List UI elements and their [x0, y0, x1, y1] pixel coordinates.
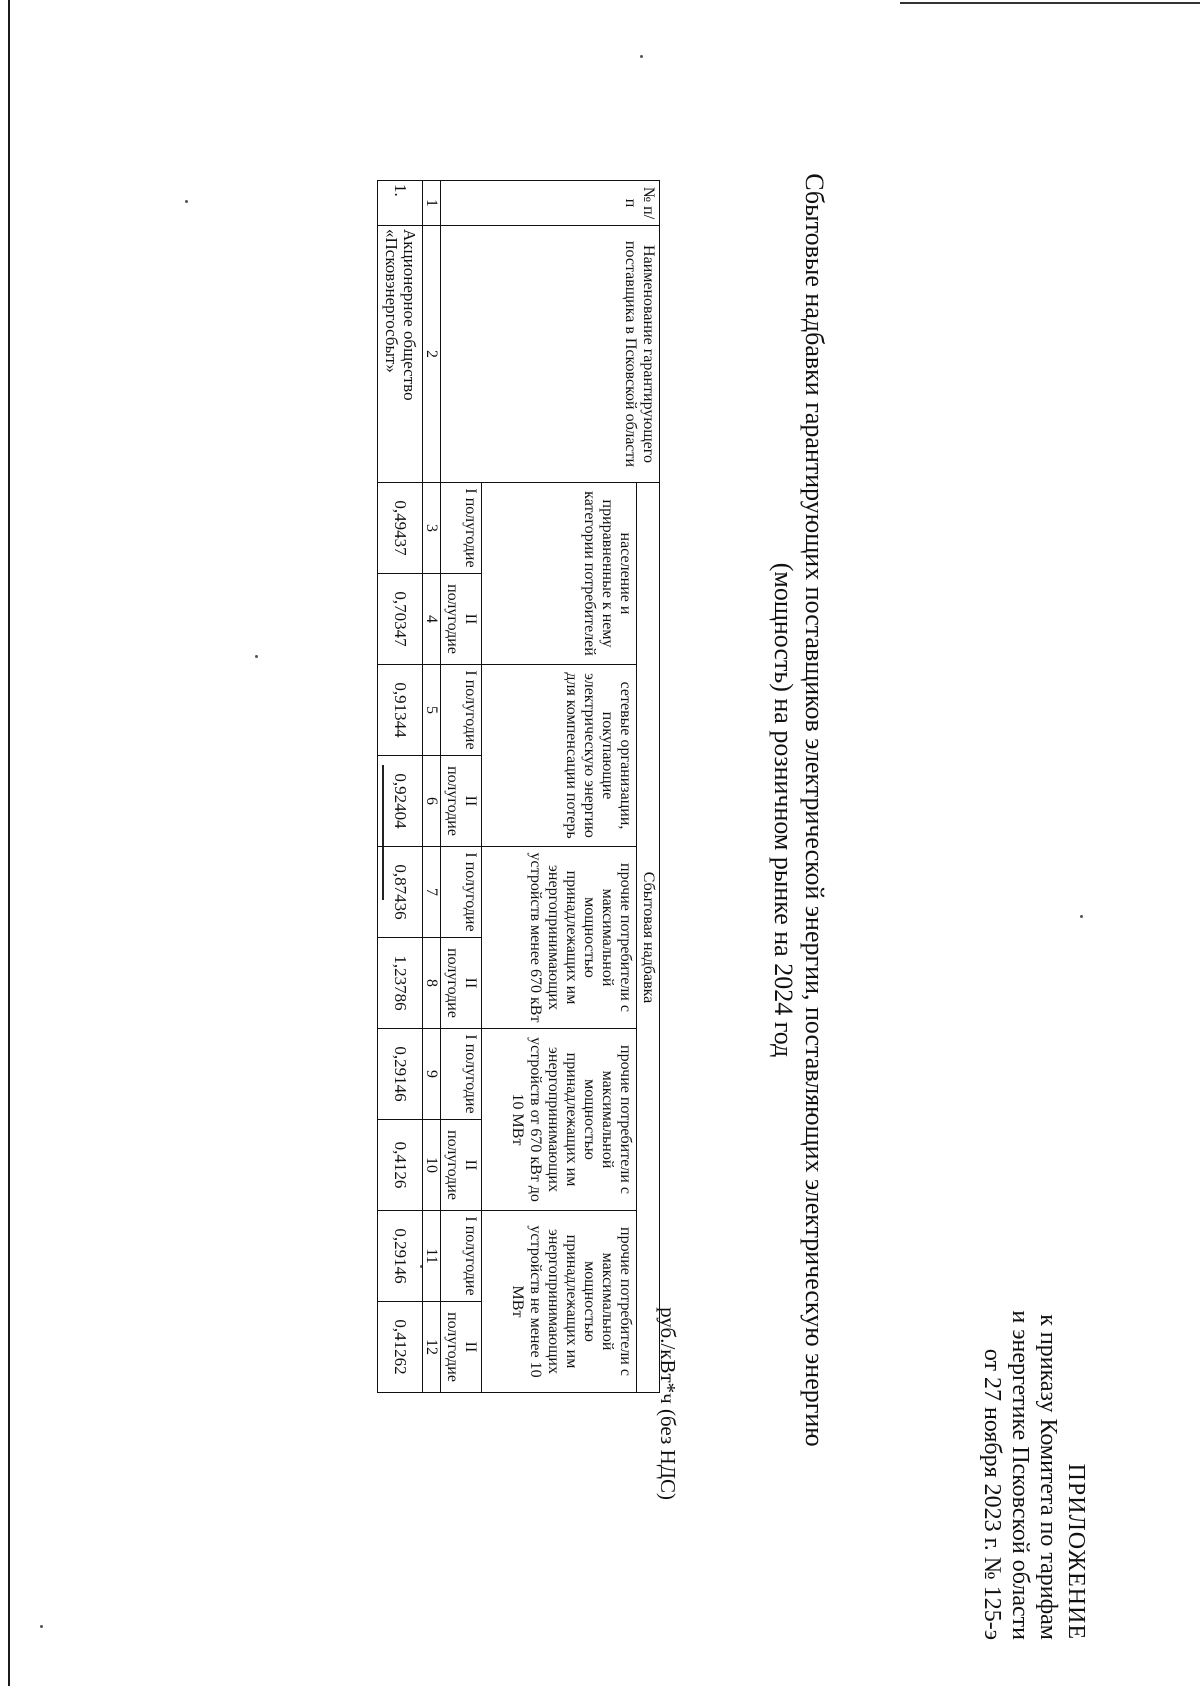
- title-line-2: (мощность) на розничном рынке на 2024 год: [769, 562, 798, 1058]
- column-number: 10: [423, 1120, 441, 1211]
- header-half-2: II полугодие: [441, 938, 482, 1029]
- header-category-5: прочие потребители с максимальной мощностью принадлежащих им энергопринимающих устройств не менее 10 МВт: [482, 1211, 637, 1393]
- header-half-2: II полугодие: [441, 1302, 482, 1393]
- column-number: 3: [423, 483, 441, 574]
- row-value: 0,87436: [378, 847, 423, 938]
- table-row: [378, 181, 423, 1393]
- column-number: 8: [423, 938, 441, 1029]
- row-value: 0,29146: [378, 1211, 423, 1302]
- header-half-1: I полугодие: [441, 1211, 482, 1302]
- scan-edge-top: [900, 2, 1200, 4]
- column-number: 2: [423, 226, 441, 483]
- row-value: 0,4126: [378, 1120, 423, 1211]
- row-value: 0,92404: [378, 756, 423, 847]
- appendix-line-1: к приказу Комитета по тарифам: [1035, 1314, 1061, 1640]
- header-group: Сбытовая надбавка: [637, 483, 660, 1393]
- header-row-1: [637, 181, 660, 1393]
- scan-edge-left: [8, 0, 10, 1686]
- row-no: 1.: [378, 181, 423, 226]
- row-value: 0,49437: [378, 483, 423, 574]
- column-number: 7: [423, 847, 441, 938]
- tariffs-table: [377, 180, 660, 1393]
- appendix-line-3: от 27 ноября 2023 г. № 125-э: [979, 1348, 1005, 1640]
- row-value: 1,23786: [378, 938, 423, 1029]
- rotated-page: [80, 70, 1100, 1650]
- row-value: 0,41262: [378, 1302, 423, 1393]
- column-number: 12: [423, 1302, 441, 1393]
- column-number: 5: [423, 665, 441, 756]
- scan-speck: [640, 55, 643, 58]
- header-half-1: I полугодие: [441, 847, 482, 938]
- scan-speck: [40, 1625, 43, 1628]
- column-number: 9: [423, 1029, 441, 1120]
- row-name: Акционерное общество «Псковэнергосбыт»: [378, 226, 423, 483]
- row-value: 0,91344: [378, 665, 423, 756]
- header-half-2: II полугодие: [441, 756, 482, 847]
- header-category-2: сетевые организации, покупающие электрическую энергию для компенсации потерь: [482, 665, 637, 847]
- column-number: 11: [423, 1211, 441, 1302]
- appendix-line-2: и энергетике Псковской области: [1007, 1310, 1033, 1640]
- row-value: 0,29146: [378, 1029, 423, 1120]
- header-no: № п/п: [441, 181, 660, 226]
- header-category-1: население и приравненные к нему категории потребителей: [482, 483, 637, 665]
- column-number: 1: [423, 181, 441, 226]
- header-category-4: прочие потребители с максимальной мощностью принадлежащих им энергопринимающих устройств от 670 кВт до 10 МВт: [482, 1029, 637, 1211]
- header-half-2: II полугодие: [441, 574, 482, 665]
- header-name: Наименование гарантирующего поставщика в Псковской области: [441, 226, 660, 483]
- appendix-block: [978, 1310, 1090, 1640]
- document-title: [768, 160, 830, 1460]
- header-half-1: I полугодие: [441, 483, 482, 574]
- header-category-3: прочие потребители с максимальной мощностью принадлежащих им энергопринимающих устройств менее 670 кВт: [482, 847, 637, 1029]
- column-number: 6: [423, 756, 441, 847]
- title-line-1: Сбытовые надбавки гарантирующих поставщиков электрической энергии, поставляющих электрическую энергию: [800, 173, 829, 1447]
- header-half-2: II полугодие: [441, 1120, 482, 1211]
- column-number: 4: [423, 574, 441, 665]
- row-value: 0,70347: [378, 574, 423, 665]
- column-numbers-row: [423, 181, 441, 1393]
- header-half-1: I полугодие: [441, 1029, 482, 1120]
- appendix-title: ПРИЛОЖЕНИЕ: [1063, 1463, 1089, 1640]
- header-half-1: I полугодие: [441, 665, 482, 756]
- units-label: руб./кВт*ч (без НДС): [656, 1307, 680, 1500]
